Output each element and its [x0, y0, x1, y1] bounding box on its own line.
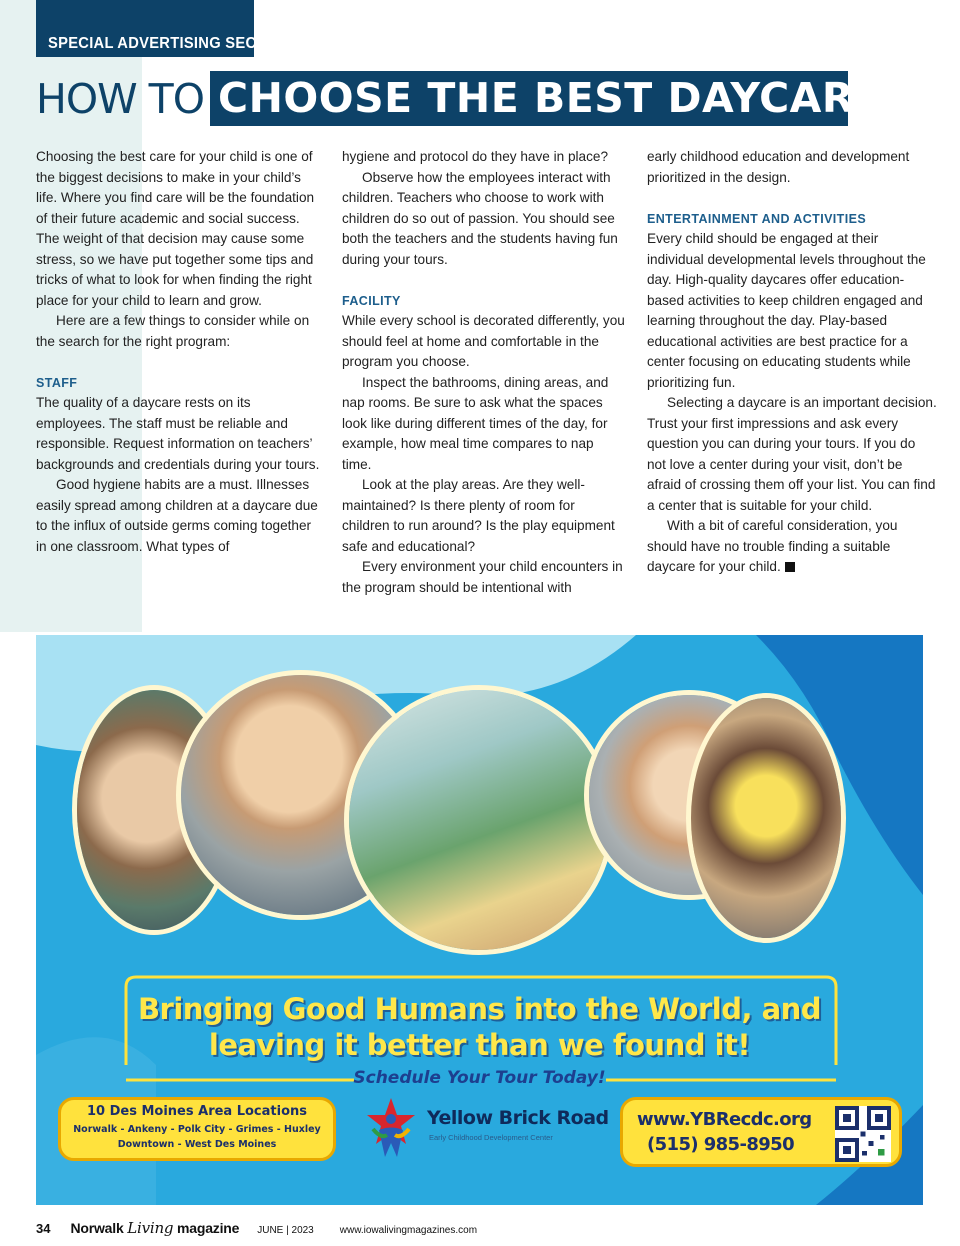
- issue-date: JUNE | 2023: [257, 1225, 314, 1236]
- brand-logo: [361, 1095, 616, 1161]
- paragraph: Good hygiene habits are a must. Illnesses easily spread among children at a daycare due to the influx of outside germs coming together in one classroom. What types of: [36, 477, 318, 554]
- paragraph: Every child should be engaged at their individual developmental levels throughout the day. High-quality daycares offer education-based activities to keep children engaged and learning throughout the day. Play-based educational activities are best practice for a center focusing on educating students while prioritizing fun.: [647, 231, 926, 390]
- ad-cta[interactable]: Schedule Your Tour Today!: [353, 1068, 606, 1088]
- paragraph: While every school is decorated differently, you should feel at home and comfortable in the program you choose.: [342, 313, 625, 369]
- paragraph: Inspect the bathrooms, dining areas, and nap rooms. Be sure to ask what the spaces look like during different times of the day, for example, how meal time compares to nap time.: [342, 374, 609, 472]
- section-heading-staff: STAFF: [36, 375, 78, 390]
- paragraph: Every environment your child encounters in the program should be intentional with: [342, 559, 623, 595]
- page-number: 34: [36, 1221, 51, 1236]
- paragraph: Look at the play areas. Are they well-maintained? Is there plenty of room for children to run around? Is the play equipment safe and educational?: [342, 477, 615, 554]
- magazine-script: Living: [127, 1219, 174, 1237]
- end-mark-icon: [785, 562, 795, 572]
- magazine-prefix: Norwalk: [70, 1220, 124, 1236]
- locations-title: 10 Des Moines Area Locations: [86, 1104, 308, 1119]
- headline: [36, 71, 883, 126]
- phone-number[interactable]: (515) 985-8950: [647, 1134, 795, 1155]
- advertisement[interactable]: [36, 635, 923, 1205]
- paragraph: The quality of a daycare rests on its employees. The staff must be reliable and responsible. Request information on teachers’ backgrounds and credentials during your tours.: [36, 395, 320, 472]
- footer-url[interactable]: www.iowalivingmagazines.com: [339, 1225, 478, 1236]
- paragraph: hygiene and protocol do they have in place?: [342, 149, 609, 164]
- section-heading-entertainment: ENTERTAINMENT AND ACTIVITIES: [647, 211, 867, 226]
- locations-pill: [58, 1097, 336, 1161]
- ad-tagline-2: leaving it better than we found it!: [208, 1028, 751, 1062]
- paragraph-text: With a bit of careful consideration, you should have no trouble finding a suitable daycare for your child.: [647, 518, 898, 574]
- paragraph: early childhood education and development prioritized in the design.: [647, 149, 910, 185]
- brand-subtitle: Early Childhood Development Center: [429, 1133, 553, 1142]
- paragraph: Selecting a daycare is an important decision. Trust your first impressions and ask every question you can during your tours. If you do not love a center during your visit, don’t be afraid of crossing them off your list. You can find a center that is suitable for your child.: [647, 395, 937, 513]
- article-column-3: [647, 147, 937, 578]
- paragraph-final: [647, 516, 937, 578]
- contact-pill: [620, 1097, 902, 1167]
- qr-code-icon[interactable]: [835, 1106, 891, 1162]
- paragraph: Observe how the employees interact with children. Teachers who choose to work with children do so out of passion. You should see both the teachers and the students having fun during your tours.: [342, 169, 618, 267]
- article-column-1: [36, 147, 320, 557]
- star-person-icon: [361, 1095, 421, 1161]
- headline-highlight: CHOOSE THE BEST DAYCARE: [210, 71, 848, 126]
- locations-line-2: Downtown - West Des Moines: [117, 1139, 277, 1150]
- headline-plain: HOW TO: [36, 74, 204, 123]
- section-label: SPECIAL ADVERTISING SECTION: [48, 35, 293, 52]
- locations-line-1: Norwalk - Ankeny - Polk City - Grimes - Huxley: [73, 1124, 321, 1135]
- paragraph: Here are a few things to consider while on the search for the right program:: [36, 313, 310, 349]
- article-column-2: [342, 147, 626, 598]
- magazine-suffix: magazine: [177, 1220, 240, 1236]
- section-heading-facility: FACILITY: [342, 293, 401, 308]
- magazine-name: [70, 1219, 239, 1237]
- paragraph: Choosing the best care for your child is one of the biggest decisions to make in your child’s life. Where you find care will be the foundation of their future academic and social success. The weight of that decision may cause some stress, so we have put together some tips and tricks of what to look for when finding the right place for your child to learn and grow.: [36, 149, 315, 308]
- ad-tagline-1: Bringing Good Humans into the World, and: [137, 992, 822, 1026]
- page-footer: [36, 1219, 477, 1239]
- website-link[interactable]: www.YBRecdc.org: [637, 1109, 812, 1130]
- brand-name: Yellow Brick Road: [427, 1107, 609, 1129]
